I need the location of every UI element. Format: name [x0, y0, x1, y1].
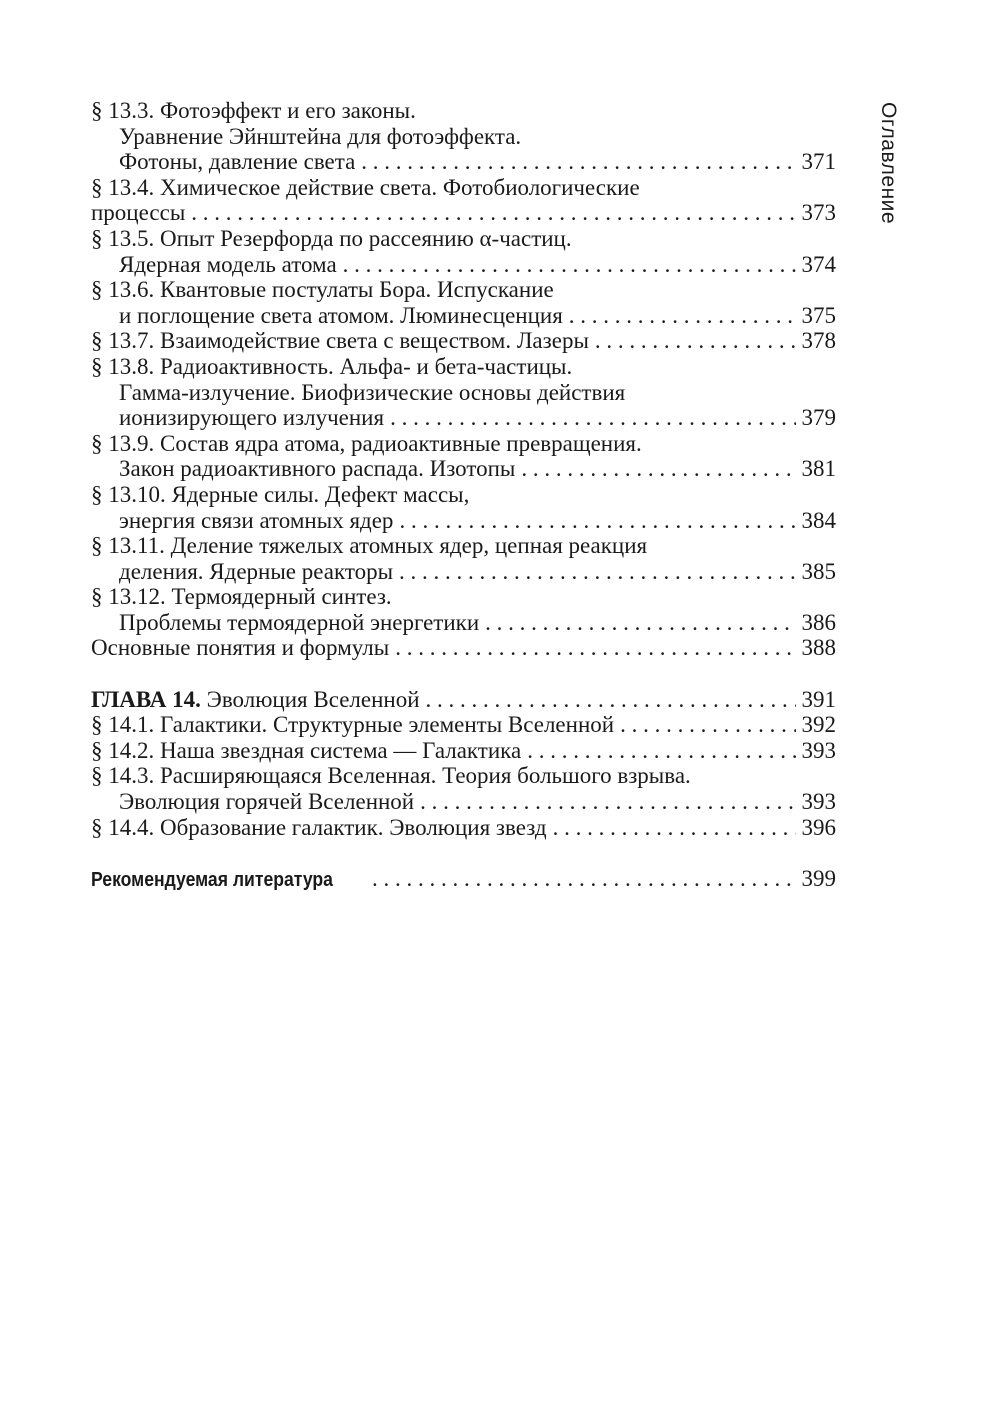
toc-entry-literature[interactable] [91, 866, 836, 894]
toc-entry-line: энергия связи атомных ядер [119, 507, 394, 533]
dot-leader [390, 405, 795, 431]
toc-entry-13-6[interactable] [91, 277, 836, 328]
dot-leader [372, 866, 796, 892]
toc-entry-line: деления. Ядерные реакторы [119, 558, 394, 584]
dot-leader [527, 738, 795, 764]
literature-title: Рекомендуемая литература [91, 868, 333, 891]
page-number: 396 [801, 814, 836, 840]
dot-leader [420, 789, 795, 815]
toc-entry-line: § 13.11. Деление тяжелых атомных ядер, цепная реакция [91, 533, 648, 559]
page-number: 393 [801, 789, 836, 815]
toc-entry-line: § 14.1. Галактики. Структурные элементы Вселенной [91, 712, 615, 738]
page-number: 375 [801, 302, 836, 328]
page-number: 371 [801, 149, 836, 175]
page-number: 378 [801, 328, 836, 354]
toc-entry-line: § 14.4. Образование галактик. Эволюция звезд [91, 814, 547, 840]
page-number: 385 [801, 558, 836, 584]
chapter-title: Эволюция Вселенной [206, 686, 420, 712]
toc-entry-13-3[interactable] [91, 98, 836, 175]
toc-entry-14-1[interactable] [91, 712, 836, 738]
dot-leader [569, 303, 796, 329]
page-number: 386 [801, 609, 836, 635]
dot-leader [553, 815, 796, 841]
dot-leader [595, 328, 796, 354]
toc-entry-line: § 13.9. Состав ядра атома, радиоактивные превращения. [91, 430, 642, 456]
toc-entry-13-4[interactable] [91, 175, 836, 226]
page-number: 381 [801, 456, 836, 482]
toc-entry-line: Эволюция горячей Вселенной [119, 789, 415, 815]
page-number: 374 [801, 251, 836, 277]
toc-entry-line: Уравнение Эйнштейна для фотоэффекта. [119, 123, 522, 149]
toc-entry-line: § 13.7. Взаимодействие света с веществом. Лазеры [91, 328, 589, 354]
toc-entry-14-4[interactable] [91, 815, 836, 841]
page-number: 379 [801, 405, 836, 431]
dot-leader [361, 149, 795, 175]
toc-entry-13-10[interactable] [91, 482, 836, 533]
page-number: 392 [801, 712, 836, 738]
dot-leader [399, 559, 795, 585]
toc-entry-13-12[interactable] [91, 584, 836, 635]
toc-entry-14-3[interactable] [91, 763, 836, 814]
page-number: 399 [801, 865, 836, 891]
toc-entry-line: § 13.6. Квантовые постулаты Бора. Испускание [91, 277, 554, 303]
spacer [91, 661, 836, 687]
toc-entry-line: Основные понятия и формулы [91, 635, 390, 661]
toc-entry-line: § 13.5. Опыт Резерфорда по рассеянию α-частиц. [91, 225, 572, 251]
toc-entry-line: § 14.2. Наша звездная система — Галактика [91, 737, 522, 763]
toc-entry-line: Фотоны, давление света [119, 149, 356, 175]
page-number: 393 [801, 737, 836, 763]
dot-leader [343, 252, 796, 278]
toc-entry-14-2[interactable] [91, 738, 836, 764]
toc-chapter-14[interactable] [91, 687, 836, 713]
page-number: 373 [801, 200, 836, 226]
toc-entry-line: § 14.3. Расширяющаяся Вселенная. Теория большого взрыва. [91, 763, 691, 789]
table-of-contents [91, 98, 836, 893]
chapter-label: ГЛАВА 14. [91, 686, 201, 712]
toc-entry-line: и поглощение света атомом. Люминесценция [119, 302, 563, 328]
dot-leader [620, 712, 795, 738]
toc-entry-line: ионизирующего излучения [119, 405, 385, 431]
toc-entry-line: Ядерная модель атома [119, 251, 337, 277]
page-number: 384 [801, 507, 836, 533]
running-header-vertical: Оглавление [877, 102, 900, 225]
page-number: 391 [801, 686, 836, 712]
toc-entry-line: Закон радиоактивного распада. Изотопы [119, 456, 516, 482]
dot-leader [426, 687, 796, 713]
toc-entry-line: § 13.3. Фотоэффект и его законы. [91, 98, 416, 123]
toc-entry-line: Гамма-излучение. Биофизические основы действия [119, 379, 626, 405]
toc-entry-line: Проблемы термоядерной энергетики [119, 609, 480, 635]
toc-entry-13-5[interactable] [91, 226, 836, 277]
toc-entry-line: § 13.8. Радиоактивность. Альфа- и бета-частицы. [91, 353, 573, 379]
toc-entry-basics[interactable] [91, 635, 836, 661]
toc-entry-line: § 13.12. Термоядерный синтез. [91, 584, 392, 610]
toc-entry-line: § 13.10. Ядерные силы. Дефект массы, [91, 481, 470, 507]
page-number: 388 [801, 635, 836, 661]
toc-entry-13-7[interactable] [91, 328, 836, 354]
dot-leader [521, 456, 795, 482]
dot-leader [191, 200, 795, 226]
toc-entry-13-8[interactable] [91, 354, 836, 431]
toc-entry-line: § 13.4. Химическое действие света. Фотобиологические [91, 174, 640, 200]
dot-leader [395, 635, 795, 661]
toc-entry-13-11[interactable] [91, 533, 836, 584]
toc-entry-13-9[interactable] [91, 431, 836, 482]
dot-leader [399, 508, 795, 534]
spacer [91, 840, 836, 866]
dot-leader [485, 610, 795, 636]
toc-entry-line: процессы [91, 200, 186, 226]
